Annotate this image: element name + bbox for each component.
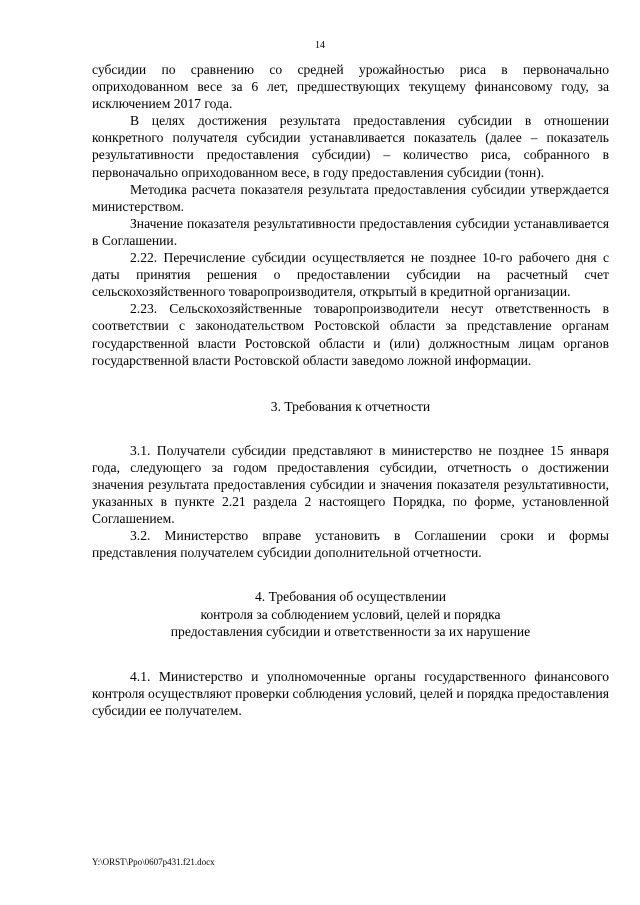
section-3-heading: 3. Требования к отчетности — [270, 398, 431, 414]
paragraph-2-22: 2.22. Перечисление субсидии осуществляется не позднее 10-го рабочего дня с даты принятия решения о предоставлении субсидии на расчетный счет сельскохозяйственного товаропроизводителя, открытый в кредитной организации. — [92, 250, 609, 300]
paragraph-indicator-value: Значение показателя результативности предоставления субсидии устанавливается в Соглашении. — [92, 215, 609, 248]
section-4-heading-line-3: предоставления субсидии и ответственности за их нарушение — [170, 623, 531, 639]
paragraph-methodology: Методика расчета показателя результата предоставления субсидии утверждается министерством. — [92, 181, 609, 214]
paragraph-continuation: субсидии по сравнению со средней урожайностью риса в первоначально оприходованном весе за 6 лет, предшествующих текущему финансовому году, за исключением 2017 года. — [92, 62, 609, 112]
paragraph-3-2: 3.2. Министерство вправе установить в Соглашении сроки и формы представления получателем субсидии дополнительной отчетности. — [92, 528, 609, 561]
section-4-heading-line-1: 4. Требования об осуществлении — [255, 589, 446, 605]
paragraph-2-23: 2.23. Сельскохозяйственные товаропроизводители несут ответственность в соответствии с законодательством Ростовской области за представление органам государственной власти Ростовской области и (или) должностным лицам органов государственной власти Ростовской области заведомо ложной информации. — [92, 301, 609, 368]
section-4-heading — [92, 588, 609, 639]
document-body — [92, 61, 609, 719]
section-4-heading-line-2: контроля за соблюдением условий, целей и порядка — [200, 606, 501, 622]
page-number: 14 — [315, 40, 325, 51]
footer-file-path: Y:\ORST\Ppo\0607p431.f21.docx — [92, 857, 215, 867]
paragraph-3-1: 3.1. Получатели субсидии представляют в министерство не позднее 15 января года, следующего за годом предоставления субсидии, отчетность о достижении значения результата предоставления субсидии и значения показателя результативности, указанных в пункте 2.21 раздела 2 настоящего Порядка, по форме, установленной Соглашением. — [92, 442, 609, 527]
paragraph-4-1: 4.1. Министерство и уполномоченные органы государственного финансового контроля осуществляют проверки соблюдения условий, целей и порядка предоставления субсидии ее получателем. — [92, 668, 609, 718]
paragraph-result-indicator: В целях достижения результата предоставления субсидии в отношении конкретного получателя субсидии устанавливается показатель (далее – показатель результативности предоставления субсидии) – количество риса, собранного в первоначально оприходованном весе, в году предоставления субсидии (тонн). — [92, 113, 609, 180]
